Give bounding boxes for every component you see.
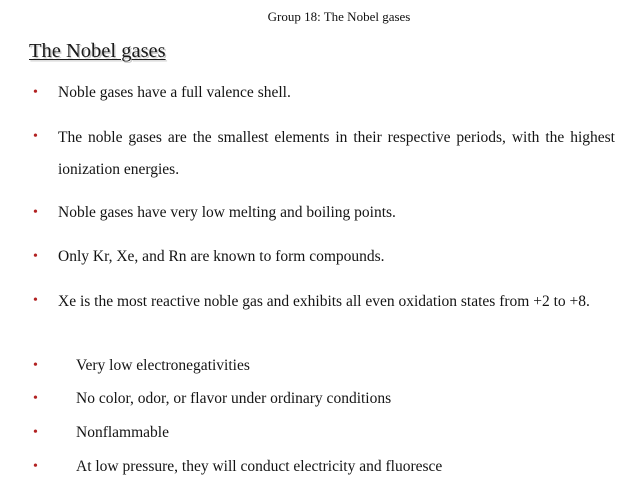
list-item-text: Very low electronegativities (76, 357, 250, 374)
bullet-icon: • (33, 391, 38, 406)
slide-title: The Nobel gases (29, 40, 166, 62)
bullet-icon: • (33, 129, 38, 144)
list-item-text: At low pressure, they will conduct electricity and fluoresce (76, 458, 443, 475)
bullet-icon: • (33, 425, 38, 440)
bullet-icon: • (33, 249, 38, 264)
list-item-text: Noble gases have a full valence shell. (58, 84, 291, 101)
list-item-text: Nonflammable (76, 424, 169, 441)
bullet-icon: • (33, 358, 38, 373)
list-item-text: No color, odor, or flavor under ordinary conditions (76, 390, 392, 407)
list-item-text: Xe is the most reactive noble gas and exhibits all even oxidation states from +2 to +8. (58, 293, 590, 310)
list-item-text: The noble gases are the smallest elements in their respective periods, with the highest ionization energies. (58, 129, 615, 178)
bullet-icon: • (33, 459, 38, 474)
list-item-text: Noble gases have very low melting and boiling points. (58, 204, 396, 221)
bullet-icon: • (33, 205, 38, 220)
slide-header: Group 18: The Nobel gases (267, 9, 411, 24)
bullet-icon: • (33, 85, 38, 100)
bullet-icon: • (33, 293, 38, 308)
list-item-text: Only Kr, Xe, and Rn are known to form compounds. (58, 248, 385, 265)
